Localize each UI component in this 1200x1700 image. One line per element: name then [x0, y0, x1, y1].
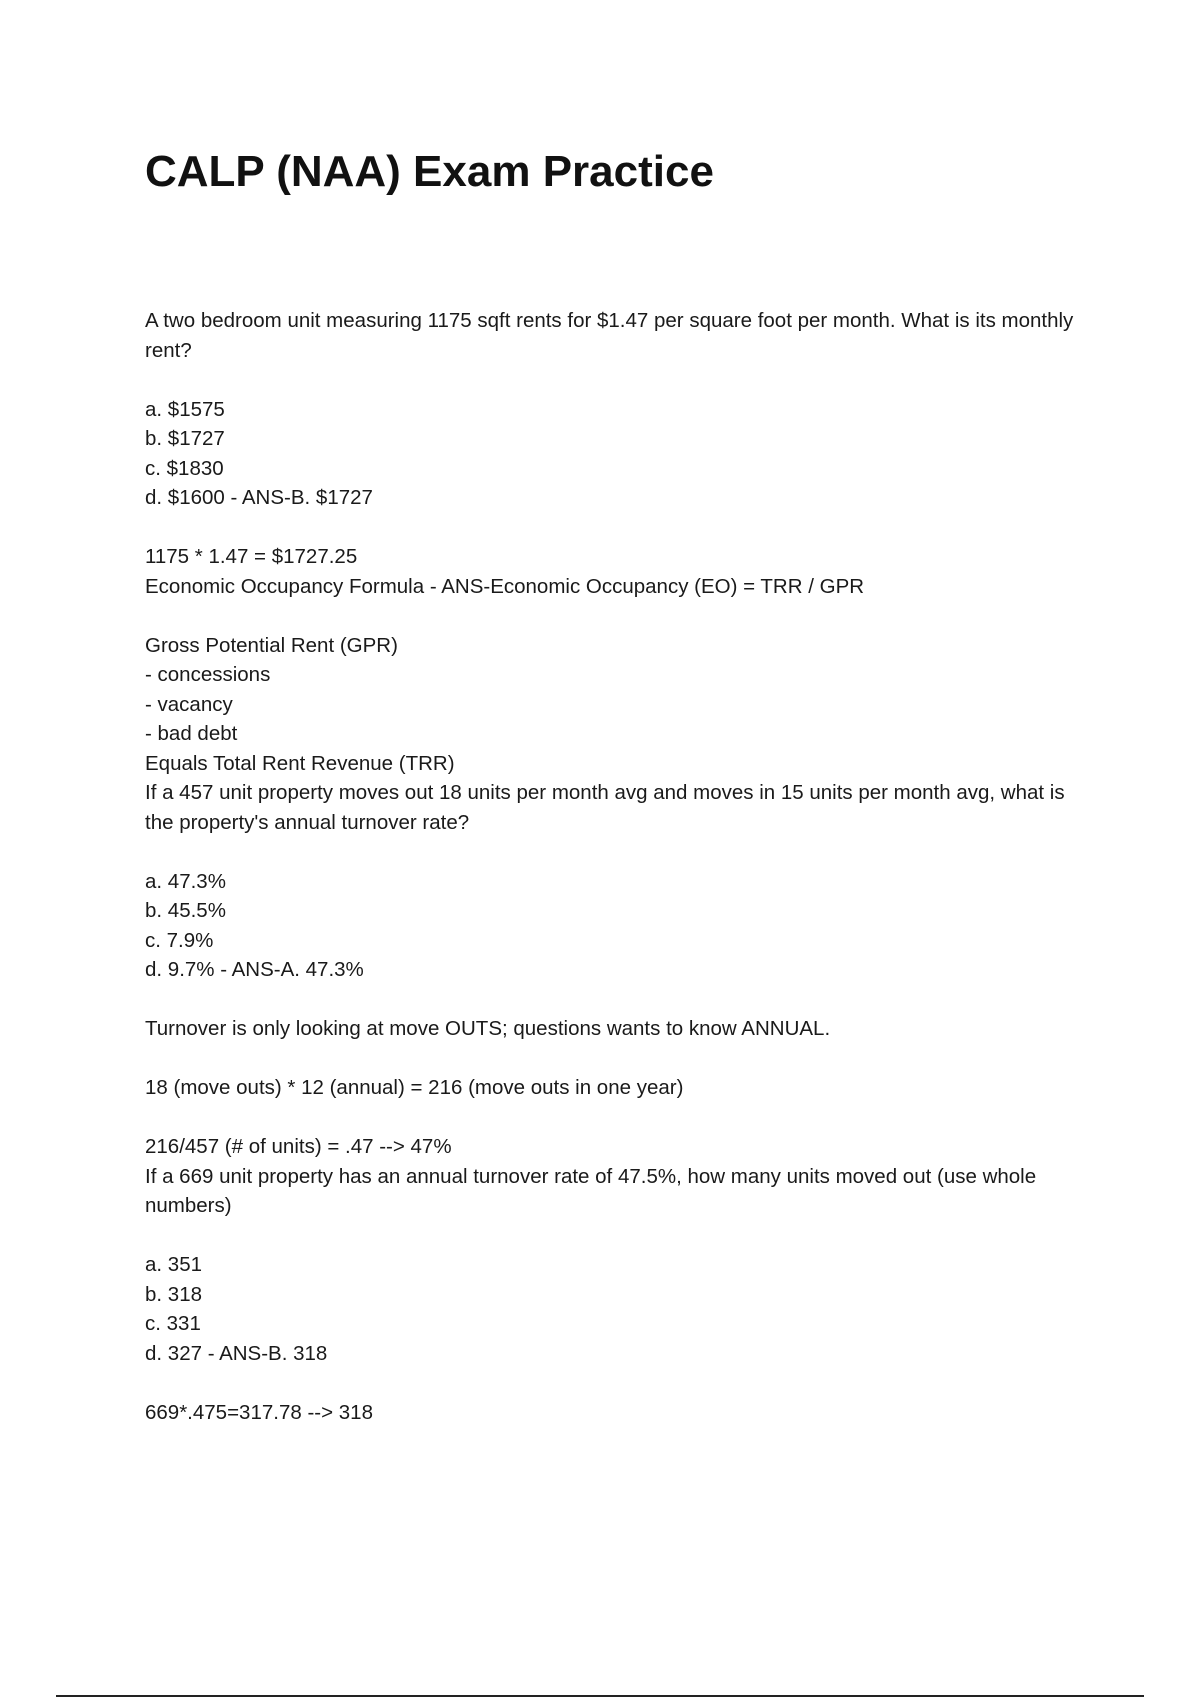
- answer-option: a. 351: [145, 1253, 202, 1276]
- work-line: Turnover is only looking at move OUTS; questions wants to know ANNUAL.: [145, 1017, 831, 1040]
- spacer: [145, 837, 1085, 867]
- spacer: [145, 1103, 1085, 1133]
- work-line: - concessions: [145, 663, 271, 686]
- answer-option-with-answer: d. 327 - ANS-B. 318: [145, 1341, 328, 1365]
- work-line: 18 (move outs) * 12 (annual) = 216 (move outs in one year): [145, 1076, 684, 1099]
- work-line: Equals Total Rent Revenue (TRR): [145, 751, 455, 775]
- spacer: [145, 1221, 1085, 1251]
- work-line: 216/457 (# of units) = .47 --> 47%: [145, 1135, 452, 1158]
- page-bottom-rule: [56, 1695, 1144, 1697]
- work-line: Gross Potential Rent (GPR): [145, 633, 398, 657]
- work-line: - vacancy: [145, 692, 233, 716]
- work-line: 669*.475=317.78 --> 318: [145, 1400, 373, 1424]
- work-line: 1175 * 1.47 = $1727.25: [145, 545, 358, 568]
- answer-option: c. 331: [145, 1312, 201, 1335]
- spacer: [145, 365, 1085, 395]
- spacer: [145, 1368, 1085, 1398]
- spacer: [145, 601, 1085, 631]
- answer-option: a. $1575: [145, 397, 225, 421]
- spacer: [145, 985, 1085, 1015]
- answer-option: c. 7.9%: [145, 928, 214, 952]
- document-body: [145, 306, 1085, 1427]
- work-line: - bad debt: [145, 722, 238, 745]
- answer-option: b. 318: [145, 1282, 202, 1306]
- answer-option: b. 45.5%: [145, 899, 226, 922]
- question-text: Economic Occupancy Formula - ANS-Economic Occupancy (EO) = TRR / GPR: [145, 574, 865, 598]
- answer-option-with-answer: d. 9.7% - ANS-A. 47.3%: [145, 958, 364, 981]
- answer-option-with-answer: d. $1600 - ANS-B. $1727: [145, 486, 373, 509]
- spacer: [145, 513, 1085, 543]
- question-text: If a 457 unit property moves out 18 units per month avg and moves in 15 units per month avg, what is the property's annual turnover rate?: [145, 781, 1065, 834]
- question-text: If a 669 unit property has an annual turnover rate of 47.5%, how many units moved out (use whole numbers): [145, 1164, 1037, 1217]
- spacer: [145, 1044, 1085, 1074]
- answer-option: c. $1830: [145, 456, 224, 480]
- page-title: CALP (NAA) Exam Practice: [145, 147, 714, 196]
- answer-option: a. 47.3%: [145, 869, 226, 893]
- answer-option: b. $1727: [145, 427, 225, 450]
- question-text: A two bedroom unit measuring 1175 sqft rents for $1.47 per square foot per month. What is its monthly rent?: [145, 309, 1074, 362]
